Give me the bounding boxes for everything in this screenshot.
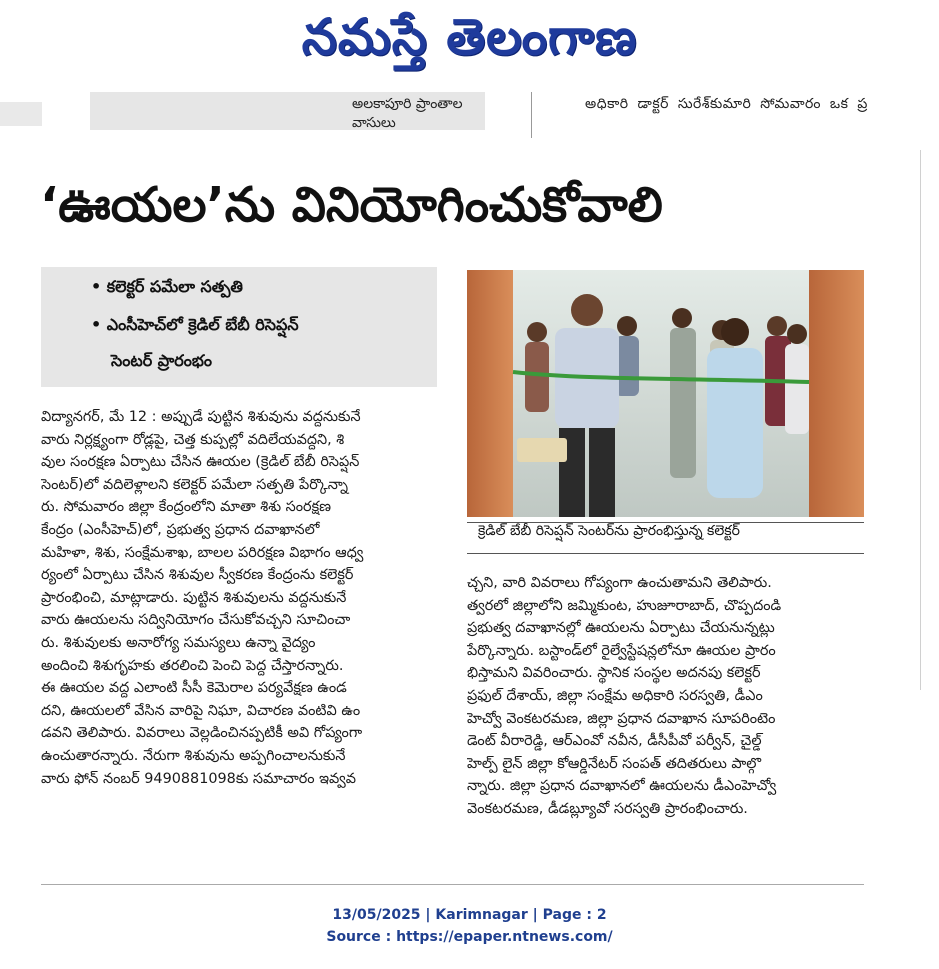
article-body-line: మహిళా, శిశు, సంక్షేమశాఖ, బాలల పరిరక్షణ విభాగం ఆధ్వ [41, 544, 364, 561]
article-body-line: ఈ ఊయల వద్ద ఎలాంటి సీసీ కెమెరాల పర్యవేక్షణ ఉండ [41, 680, 347, 697]
article-body-line: విద్యానగర్, మే 12 : అప్పుడే పుట్టిన శిశువును వద్దనుకునే [41, 409, 361, 425]
article-body-line: అందించి శిశుగృహకు తరలించి పెంచి పెద్ద చేస్తారన్నారు. [41, 657, 344, 674]
article-body-line: వారు ఫోన్ నంబర్ 9490881098కు సమాచారం ఇవ్వవ [41, 770, 356, 787]
article-body-line: డెంట్ వీరారెడ్డి, ఆర్ఎంవో నవీన, డీసీపీవో పర్వీన్, చైల్డ్ [467, 733, 762, 750]
article-body-line: దని, ఊయలలో వేసిన వారిపై నిఘా, విచారణ వంటివి ఉం [41, 702, 361, 719]
edition-info: 13/05/2025 | Karimnagar | Page : 2 [332, 907, 607, 923]
article-body-line: భిస్తామని వివరించారు. స్థానిక సంస్థల అదనపు కలెక్టర్ [467, 665, 761, 682]
article-body-line: హెచ్వో వెంకటరమణ, జిల్లా ప్రధాన దవాఖాన సూపరింటెం [467, 710, 776, 727]
article-body-line: సెంటర్)లో వదిలెళ్లాలని కలెక్టర్ పమేలా సత్పతి పేర్కొన్నా [41, 476, 348, 493]
subhead-item: • ఎంసీహెచ్‌లో క్రెడిల్ బేబీ రిసెప్షన్ [91, 315, 299, 334]
article-body-left-column [41, 406, 437, 790]
subhead-box [41, 267, 437, 387]
article-body-line: త్వరలో జిల్లాలోని జమ్మికుంట, హుజూరాబాద్, చొప్పదండి [467, 597, 782, 614]
article-body-line: చ్చని, వారి వివరాలు గోప్యంగా ఉంచుతామని తెలిపారు. [467, 575, 772, 591]
article-body-line: రు. శిశువులకు అనారోగ్య సమస్యలు ఉన్నా వైద్యం [41, 634, 316, 651]
right-edge-rule [920, 150, 921, 690]
article-body-line: ప్రారంభించి, మాట్లాడారు. పుట్టిన శిశువులను వద్దనుకునే [41, 589, 347, 606]
article-body-line: రు. సోమవారం జిల్లా కేంద్రంలోని మాతా శిశు సంరక్షణ [41, 499, 331, 516]
article-body-line: వారు ఊయలను సద్వినియోగం చేసుకోవచ్చని సూచించా [41, 612, 351, 629]
article-body-line: పేర్కొన్నారు. బస్టాండ్‌లో రైల్వేస్టేషన్లలోనూ ఊయల ప్రారం [467, 642, 776, 659]
column-divider [531, 92, 532, 138]
article-body-line: వుల సంరక్షణ ఏర్పాటు చేసిన ఊయల (క్రెడిల్ బేబీ రిసెప్షన్ [41, 454, 360, 471]
subhead-item: • కలెక్టర్ పమేలా సత్పతి [91, 277, 243, 296]
strip-middle-text: అలకాపూరి ప్రాంతాల వాసులు [352, 96, 463, 131]
article-body-line: డవని తెలిపారు. వివరాలు వెల్లడించినప్పటికీ అవి గోప్యంగా [41, 725, 363, 742]
article-body-line: న్నారు. జిల్లా ప్రధాన దవాఖానలో ఊయలను డీఎంహెచ్వో [467, 778, 777, 795]
article-body-line: కేంద్రం (ఎంసీహెచ్)లో, ప్రభుత్వ ప్రధాన దవాఖానలో [41, 521, 320, 538]
newspaper-logo-title: నమస్తే తెలంగాణ [301, 8, 638, 66]
article-headline: ‘ఊయల’ను వినియోగించుకోవాలి [40, 177, 663, 233]
previous-article-strip [0, 92, 939, 136]
article-photo [467, 270, 864, 517]
article-body-line: ఉంచుతారన్నారు. నేరుగా శిశువును అప్పగించాలనుకునే [41, 747, 346, 764]
source-link[interactable]: Source : https://epaper.ntnews.com/ [326, 929, 613, 945]
masthead [0, 0, 939, 78]
article-body-line: వెంకటరమణ, డీడబ్ల్యూవో సరస్వతి ప్రారంభించారు. [467, 800, 748, 817]
strip-middle-shade [90, 92, 485, 130]
strip-left-shade [0, 102, 42, 126]
article-body-line: ప్రభుత్వ దవాఖానల్లో ఊయలను ఏర్పాటు చేయనున్నట్లు [467, 620, 775, 637]
ribbon-cutting-photo [467, 270, 864, 517]
article-body-line: ప్రఫుల్ దేశాయ్, జిల్లా సంక్షేమ అధికారి సరస్వతి, డీఎం [467, 687, 763, 704]
article-body-right-column [467, 572, 864, 821]
strip-right-text: అధికారి డాక్టర్ సురేశ్‌కుమారి సోమవారం ఒక ప్ర [585, 96, 868, 112]
article-bottom-rule [41, 884, 864, 885]
article-body-line: హెల్ప్ లైన్ జిల్లా కోఆర్డినేటర్ సంపత్ తదితరులు పాల్గొ [467, 755, 762, 772]
caption-bottom-rule [467, 553, 864, 554]
article-body-line: ర్యంలో ఏర్పాటు చేసిన శిశువుల స్వీకరణ కేంద్రంను కలెక్టర్ [41, 567, 354, 584]
subhead-item: సెంటర్ ప్రారంభం [111, 351, 212, 370]
article-body-line: వారు నిర్లక్ష్యంగా రోడ్లపై, చెత్త కుప్పల్లో వదిలేయవద్దని, శి [41, 431, 345, 448]
photo-caption: క్రెడిల్ బేబీ రిసెప్షన్ సెంటర్‌ను ప్రారంభిస్తున్న కలెక్టర్ [478, 523, 740, 539]
